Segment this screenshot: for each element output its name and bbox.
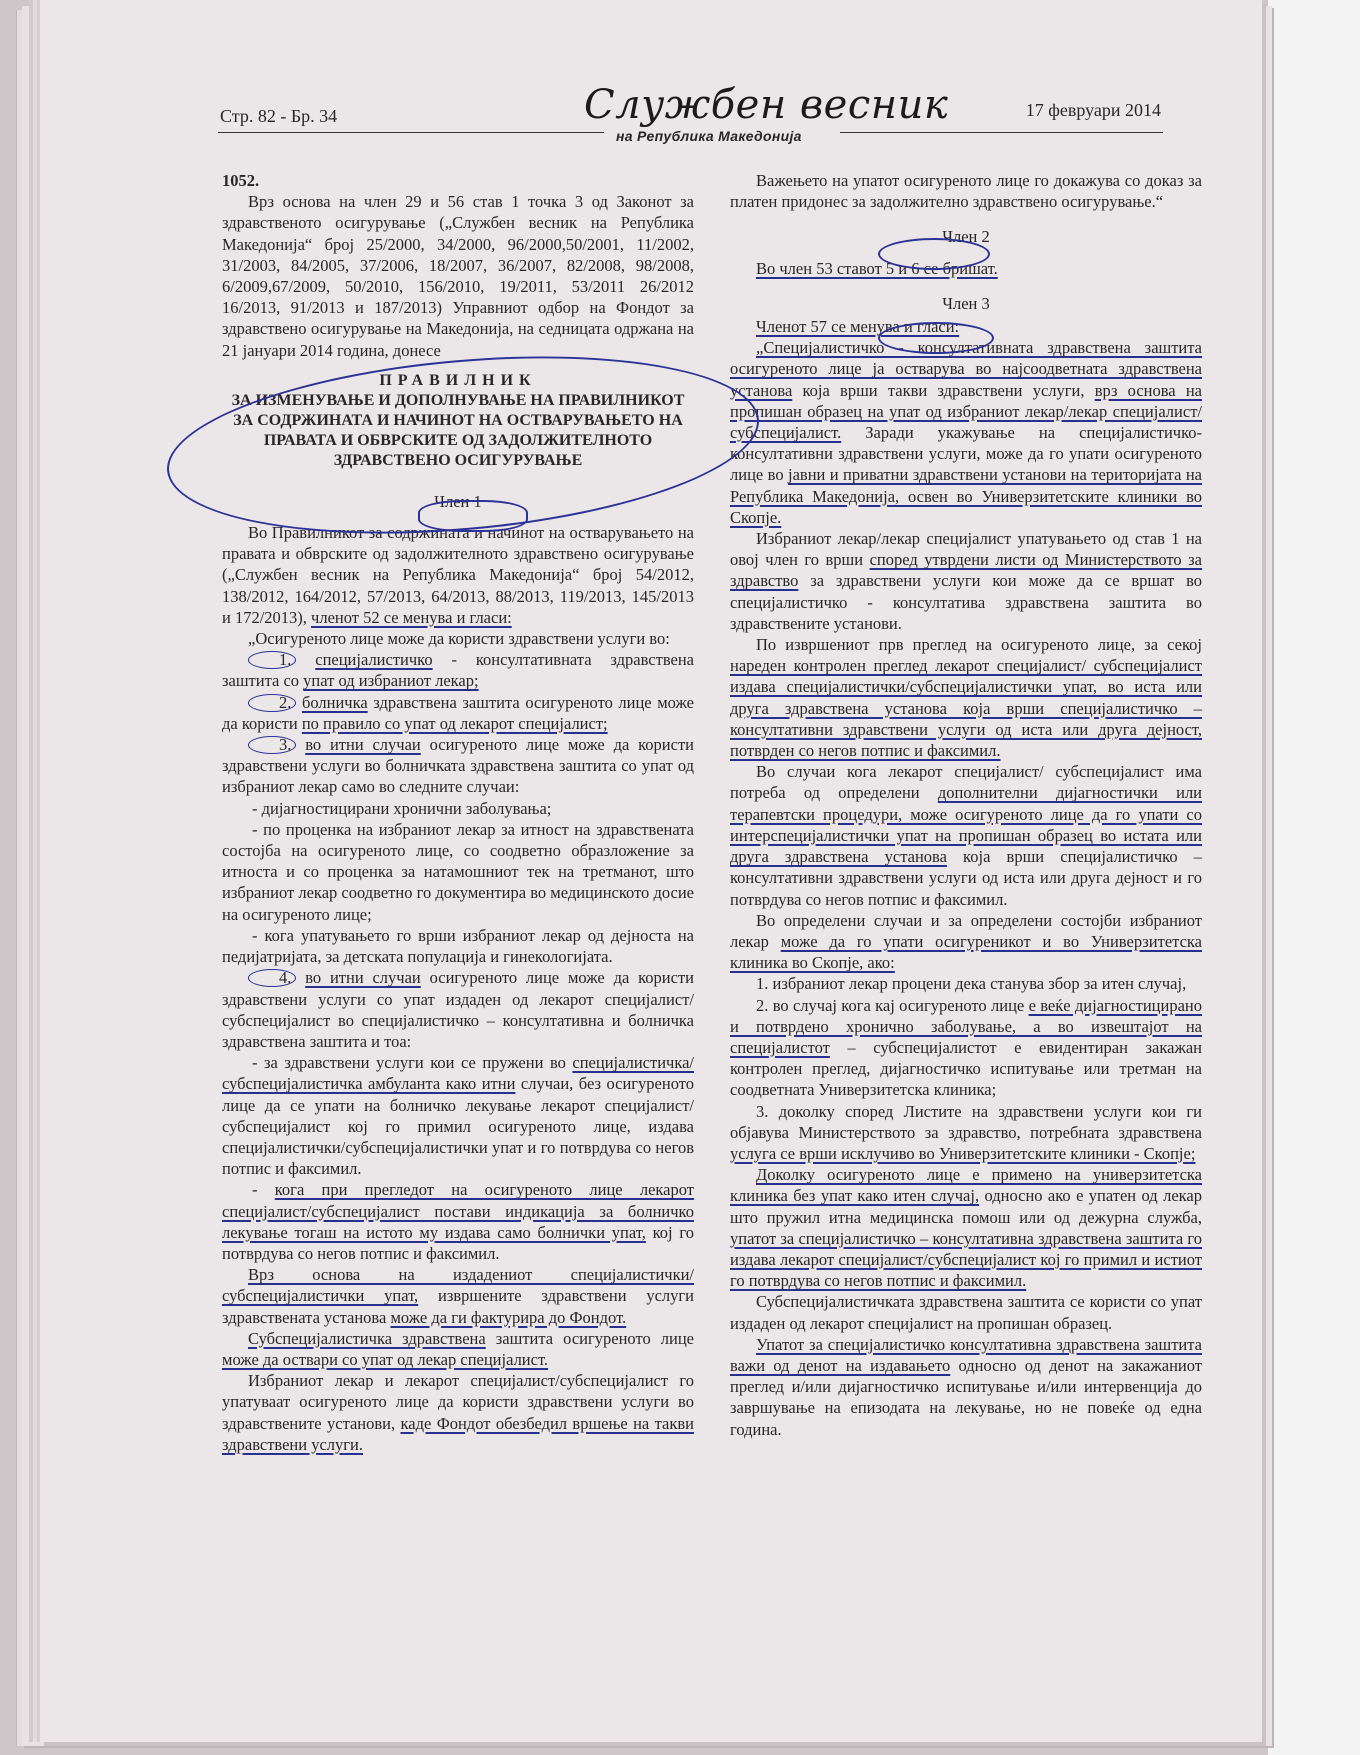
article-3-heading: Член 3 xyxy=(942,293,990,313)
invoicing-highlight-1: Врз основа на издадениот специјалистички/субспецијалистички упат, xyxy=(222,1265,694,1306)
item-2-highlight: по правило со упат од лекарот специјалист; xyxy=(301,713,608,733)
art1-amendment: членот 52 се менува и гласи: xyxy=(311,607,512,627)
art3-p6-highlight-1: Доколку осигуреното лице е примено на универзитетска клиника без упат како итен случај, xyxy=(730,1165,1202,1206)
page-header xyxy=(218,82,1163,160)
art3-p1-highlight-1: „Специјалистичко - консултативната здравствена заштита осигуреното лице ја остварува во најсоодветната здравствена установа xyxy=(730,338,1202,400)
list-item-4 xyxy=(222,967,694,1052)
condition-3-highlight: услуга се врши исклучиво во Универзитетските клиники - Скопје; xyxy=(730,1143,1196,1163)
subspecialist-highlight-1: Субспецијалистичка здравствена xyxy=(248,1328,486,1348)
art3-p1-text-1: која врши такви здравствени услуги, xyxy=(792,380,1095,400)
art3-paragraph-7: Субспецијалистичката здравствена заштита се користи со упат издаден од лекарот специјалист на пропишан образец. xyxy=(730,1292,1202,1333)
dash-5-marker: - xyxy=(252,1180,275,1200)
referral-text: Избраниот лекар и лекарот специјалист/субспецијалист го упатуваат осигуреното лице да користи здравствени услуги во здравствените установи, xyxy=(222,1371,694,1433)
item-2-text: здравствена заштита осигуреното лице може да користи xyxy=(222,692,694,733)
list-item-3 xyxy=(222,734,694,798)
item-1-number: 1. xyxy=(248,651,296,669)
invoicing-text: извршените здравствени услуги здравствената установа xyxy=(222,1286,694,1327)
left-column xyxy=(222,170,694,1455)
item-1-keyword: специјалистичко xyxy=(315,650,433,670)
art3-p6-text: односно ако е упатен од лекар што пружил итна медицинска помош или од дежурна служба, xyxy=(730,1186,1202,1227)
item-2-keyword: болничка xyxy=(301,692,368,712)
list-item-1 xyxy=(222,649,694,691)
header-rule-left xyxy=(218,132,604,133)
article-3-amendment: Членот 57 се менува и гласи: xyxy=(756,317,960,337)
art3-p2-text-2: за здравствени услуги кои може да се вршат во специјалистичко - консултатива здравствена заштита во здравствените установи. xyxy=(730,571,1202,633)
regulation-title-word: ПРАВИЛНИК xyxy=(379,371,537,389)
act-number: 1052. xyxy=(222,171,260,190)
item-3-number: 3. xyxy=(248,736,296,754)
page-reference: Стр. 82 - Бр. 34 xyxy=(220,106,338,126)
dash-item xyxy=(222,1179,694,1264)
art1-usage-intro: „Осигуреното лице може да користи здравствени услуги во: xyxy=(248,629,670,649)
paragraph-invoicing xyxy=(222,1264,694,1328)
art3-p6-highlight-2: упатот за специјалистичко – консултативна здравствена заштита го издава лекарот специјалист/субспецијалист кој го примил и истиот го потврдува со негов потпис и факсимил. xyxy=(730,1228,1202,1291)
art3-p3-highlight: нареден контролен преглед лекарот специјалист/ субспецијалист издава специјалистички/субспецијалистички упат, во иста или друга здравствена установа која врши специјалистичко – консултативни здравствени услуги од иста или друга дејност, потврден со негов потпис и факсимил. xyxy=(730,656,1202,761)
art3-paragraph-6 xyxy=(730,1164,1202,1291)
gazette-logo-title: Службен весник xyxy=(584,82,949,128)
preamble: Врз основа на член 29 и 56 став 1 точка 3 од Законот за здравственото осигурување („Службен весник на Република Македонија“ број 25/2000, 34/2000, 96/2000,50/2001, 11/2002, 31/2003, 84/2005, 37/2006, 18/2007, 36/2007, 82/2008, 98/2008, 6/2009,67/2009, 50/2010, 156/2010, 19/2011, 53/2011 26/2012 16/2013, 91/2013 и 187/2013) Управниот одбор на Фондот за здравствено осигурување на Македонија, на седницата одржана на 21 јануари 2014 година, донесе xyxy=(222,192,694,360)
condition-2-text-2: – субспецијалистот е евидентиран закажан контролен преглед, дијагностичко испитување или третман на соодветната Универзитетска клиника; xyxy=(730,1037,1202,1100)
gazette-logo-subtitle: на Република Македонија xyxy=(616,128,802,144)
article-2-heading: Член 2 xyxy=(942,227,990,247)
art3-p5-text: Во определени случаи и за определени состојби избраниот лекар xyxy=(730,910,1202,951)
list-item-2 xyxy=(222,692,694,734)
article-2-text xyxy=(730,258,1202,279)
art3-paragraph-5 xyxy=(730,910,1202,974)
header-rule-right xyxy=(840,132,1163,133)
art3-p5-highlight: може да го упати осигуреникот и во Универзитетска клиника во Скопје, ако: xyxy=(730,931,1202,973)
regulation-title xyxy=(222,371,694,471)
referral-highlight: каде Фондот обезбедил вршење на такви здравствени услуги. xyxy=(222,1413,694,1454)
art3-p1-highlight-2: врз основа на пропишан образец на упат од избраниот лекар/лекар специјалист/субспецијалист. xyxy=(730,380,1202,443)
dash-4-highlight: специјалистичка/субспецијалистичка амбуланта како итни xyxy=(222,1053,694,1094)
paragraph-referral xyxy=(222,1370,694,1455)
art3-paragraph-4 xyxy=(730,761,1202,909)
art3-paragraph-2 xyxy=(730,528,1202,634)
condition-3 xyxy=(730,1101,1202,1165)
item-3-keyword: во итни случаи xyxy=(305,735,421,755)
art3-p1-text-2: Заради укажување на специјалистичко-консултативни здравствени услуги, може да го упати осигуреното лице во xyxy=(730,423,1202,485)
condition-1: 1. избраниот лекар процени дека станува збор за итен случај, xyxy=(756,974,1187,994)
invoicing-highlight-2: може да ги фактурира до Фондот. xyxy=(390,1307,627,1327)
article-2-highlight: Во член 53 ставот 5 и 6 се бришат. xyxy=(756,258,998,278)
item-4-number: 4. xyxy=(248,969,296,987)
art1-text: Во Правилникот за содржината и начинот на остварувањето на правата и обврските од задолжителното здравствено осигурување („Службен весник на Република Македонија“ број 54/2012, 138/2012, 164/2012, 57/2013, 64/2013, 88/2013, 119/2013, 145/2013 и 172/2013), xyxy=(222,523,694,627)
art3-paragraph-1 xyxy=(730,337,1202,528)
regulation-title-text: ЗА ИЗМЕНУВАЊЕ И ДОПОЛНУВАЊЕ НА ПРАВИЛНИКОТ ЗА СОДРЖИНАТА И НАЧИНОТ НА ОСТВАРУВАЊЕТО НА ПРАВАТА И ОБВРСКИТЕ ОД ЗАДОЛЖИТЕЛНОТО ЗДРАВСТВЕНО ОСИГУРУВАЊЕ xyxy=(231,391,685,469)
right-column xyxy=(730,170,1202,1440)
issue-date: 17 февруари 2014 xyxy=(1025,100,1161,120)
art3-p3-text: По извршениот прв преглед на осигуреното лице, за секој xyxy=(756,635,1202,655)
item-1-text: - консултативната здравствена заштита со xyxy=(222,650,695,691)
item-1-highlight: упат од избраниот лекар; xyxy=(303,671,479,691)
art3-p8-highlight: Упатот за специјалистичко консултативна здравствена заштита важи од денот на издавањето xyxy=(730,1334,1202,1375)
item-3-text: осигуреното лице може да користи здравствени услуги во болничката здравствена заштита со упат од избраниот лекар само во следните случаи: xyxy=(222,735,694,797)
scanner-background xyxy=(1268,0,1360,1755)
dash-item: - кога упатувањето го врши избраниот лекар од дејноста на педијатријата, за детската популација и гинекологијата. xyxy=(222,925,694,967)
condition-2-highlight: е веќе дијагностицирано и потврдено хронично заболување, а во извештајот на специјалистот xyxy=(730,995,1202,1057)
article-1-paragraph xyxy=(222,522,694,628)
art3-p4-text-2: која врши специјалистичко – консултативни здравствени услуги од иста или друга дејност и го потврдува со негов потпис и факсимил. xyxy=(730,847,1202,909)
item-4-text: осигуреното лице може да користи здравствени услуги со упат издаден од лекарот специјалист/субспецијалист во специјалистичко – консултативна и болничка здравствена заштита и тоа: xyxy=(222,968,694,1051)
art3-p1-highlight-3: јавни и приватни здравствени установи на територијата на Република Македонија, освен во Универзитетските клиники во Скопје. xyxy=(730,465,1202,527)
art3-p2-highlight: според утврдени листи од Министерството за здравство xyxy=(730,550,1202,591)
condition-2 xyxy=(730,995,1202,1101)
art3-p2-text-1: Избраниот лекар/лекар специјалист упатувањето од став 1 на овој член го врши xyxy=(730,529,1202,570)
condition-3-text: 3. доколку според Листите на здравствени услуги кои ги објавува Министерството за здравство, потребната здравствена xyxy=(730,1101,1202,1142)
art3-paragraph-3 xyxy=(730,634,1202,761)
dash-item: - по проценка на избраниот лекар за итност на здравствената состојба на осигуреното лице, со соодветно образложение за итноста и со проценка за натамошниот тек на третманот, што избраниот лекар соодветно го документира во медицинското досие на осигуреното лице; xyxy=(222,819,694,924)
dash-item xyxy=(222,1052,694,1179)
item-2-number: 2. xyxy=(248,694,296,712)
item-4-keyword: во итни случаи xyxy=(305,968,421,988)
subspecialist-text: заштита осигуреното лице xyxy=(485,1328,694,1348)
paragraph-validity: Важењето на упатот осигуреното лице го докажува со доказ за платен придонес за задолжително здравствено осигурување.“ xyxy=(730,171,1202,212)
gazette-page xyxy=(40,0,1262,1742)
dash-5-rest: кој го потврдува со негов потпис и факсимил. xyxy=(222,1222,694,1263)
paragraph-subspecialist xyxy=(222,1328,694,1370)
art3-p4-text-1: Во случаи кога лекарот специјалист/ субспецијалист има потреба од определени xyxy=(730,762,1202,803)
dash-item: - дијагностицирани хронични заболувања; xyxy=(252,798,552,818)
dash-4-text: - за здравствени услуги кои се пружени во xyxy=(252,1053,573,1073)
condition-2-text-1: 2. во случај кога кај осигуреното лице xyxy=(756,995,1029,1015)
dash-5-highlight: кога при прегледот на осигуреното лице лекарот специјалист/субспецијалист постави индикација за болничко лекување тогаш на истото му издава само болнички упат, xyxy=(222,1180,695,1242)
article-3-intro xyxy=(730,316,1202,337)
art3-paragraph-8 xyxy=(730,1334,1202,1440)
subspecialist-highlight-2: може да оствари со упат од лекар специјалист. xyxy=(222,1349,549,1369)
dash-4-rest: случаи, без осигуреното лице да се упати на болничко лекување лекарот специјалист/субспецијалист кој го примил осигуреното лице, издава специјалистички/субспецијалистички упат и го потврдува со негов потпис и факсимил. xyxy=(222,1074,694,1179)
article-1-heading: Член 1 xyxy=(434,491,482,511)
art3-p4-highlight: дополнителни дијагностички или терапевтски процедури, може осигуреното лице да го упати со интерспецијалистички упат на пропишан образец во истата или друга здравствена установа xyxy=(730,783,1203,867)
art3-p8-text: односно од денот на закажаниот преглед и/или дијагностичко испитување и/или интервенција до завршување на епизодата на лекување, но не повеќе од една година. xyxy=(730,1355,1202,1439)
